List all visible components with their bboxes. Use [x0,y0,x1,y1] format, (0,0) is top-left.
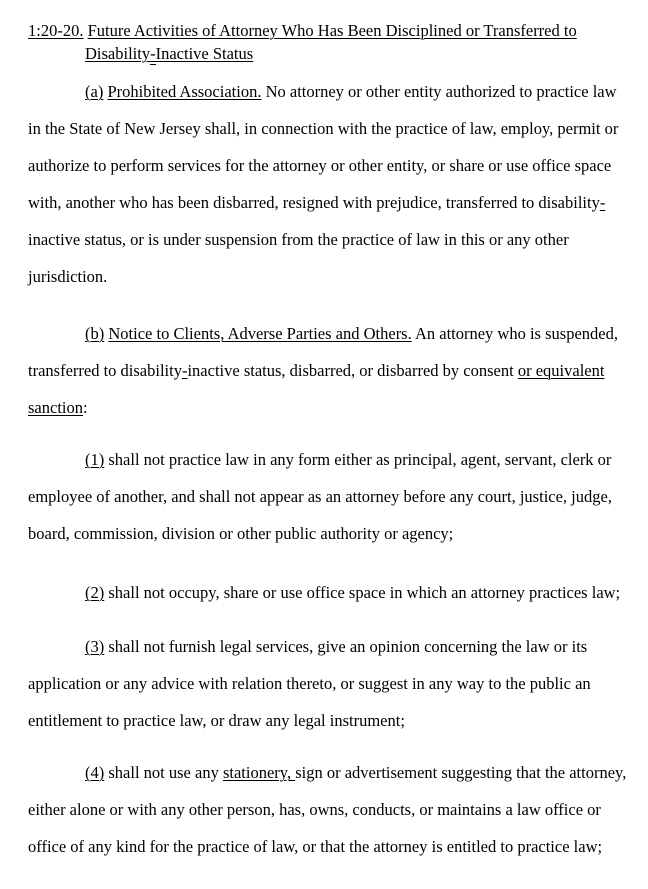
subsection-4-line3: office of any kind for the practice of law, or that the attorney is entitled to practice law; [28,837,603,856]
rule-title-line2-part1: Disability [85,44,151,63]
paragraph-b-line3 [28,389,630,426]
paragraph-b-line2-text2: inactive status, disbarred, or disbarred by consent [187,361,518,380]
inserted-text: sanction [28,398,83,417]
paragraph-a-line4 [28,184,630,221]
rule-title-line2-part2: Inactive Status [155,44,254,63]
rule-heading-line1 [28,19,630,42]
paragraph-b-label: (b) [85,324,105,343]
subsection-1 [28,441,630,552]
rule-number: 1:20-20. [28,21,84,40]
subsection-4-label: (4) [85,763,105,782]
subsection-3-line3: entitlement to practice law, or draw any legal instrument; [28,711,405,730]
subsection-3-text: shall not furnish legal services, give an opinion concerning the law or its [104,637,588,656]
subsection-3-line1 [28,628,630,665]
paragraph-a-label: (a) [85,82,104,101]
subsection-1-line1 [28,441,630,478]
subsection-2-text: shall not occupy, share or use office space in which an attorney practices law; [104,583,621,602]
rule-heading-line2 [28,42,630,65]
paragraph-a-line5: inactive status, or is under suspension from the practice of law in this or any other [28,230,569,249]
subsection-4-line2: either alone or with any other person, has, owns, conducts, or maintains a law office or [28,800,601,819]
inserted-hyphen-mark: - [150,44,156,63]
paragraph-a-line6: jurisdiction. [28,267,108,286]
paragraph-b-line3-colon: : [83,398,88,417]
subsection-1-line3: board, commission, division or other public authority or agency; [28,524,454,543]
paragraph-b-text: An attorney who is suspended, [411,324,618,343]
subsection-3-label: (3) [85,637,105,656]
paragraph-b-line2-text1: transferred to disability [28,361,182,380]
subsection-4 [28,754,630,865]
subsection-1-line2: employee of another, and shall not appear as an attorney before any court, justice, judge, [28,487,612,506]
paragraph-a-line4-text: with, another who has been disbarred, resigned with prejudice, transferred to disability [28,193,600,212]
inserted-text: or equivalent [517,361,605,380]
subsection-4-text1: shall not use any [104,763,223,782]
paragraph-b-line2 [28,352,630,389]
subsection-1-label: (1) [85,450,105,469]
paragraph-b-caption: Notice to Clients, Adverse Parties and Others. [108,324,412,343]
paragraph-a-line3: authorize to perform services for the attorney or other entity, or share or use office space [28,156,612,175]
subsection-2-label: (2) [85,583,105,602]
paragraph-a-caption: Prohibited Association. [107,82,262,101]
subsection-3-line2: application or any advice with relation thereto, or suggest in any way to the public an [28,674,591,693]
subsection-2-line1 [28,574,630,611]
inserted-hyphen: - [181,361,188,380]
subsection-4-line1 [28,754,630,791]
paragraph-a-line1 [28,73,630,110]
rule-title-line1: Future Activities of Attorney Who Has Been Disciplined or Transferred to [87,21,577,40]
rule-heading [28,19,630,65]
subsection-3 [28,628,630,739]
subsection-1-text: shall not practice law in any form either as principal, agent, servant, clerk or [104,450,612,469]
subsection-2 [28,574,630,611]
paragraph-b-line1 [28,315,630,352]
paragraph-a-text: No attorney or other entity authorized to practice law [261,82,617,101]
paragraph-a [28,73,630,295]
inserted-text: stationery, [222,763,296,782]
subsection-4-text2: sign or advertisement suggesting that the attorney, [295,763,627,782]
paragraph-a-line2: in the State of New Jersey shall, in connection with the practice of law, employ, permit or [28,119,619,138]
paragraph-b [28,315,630,426]
inserted-hyphen: - [599,193,606,212]
